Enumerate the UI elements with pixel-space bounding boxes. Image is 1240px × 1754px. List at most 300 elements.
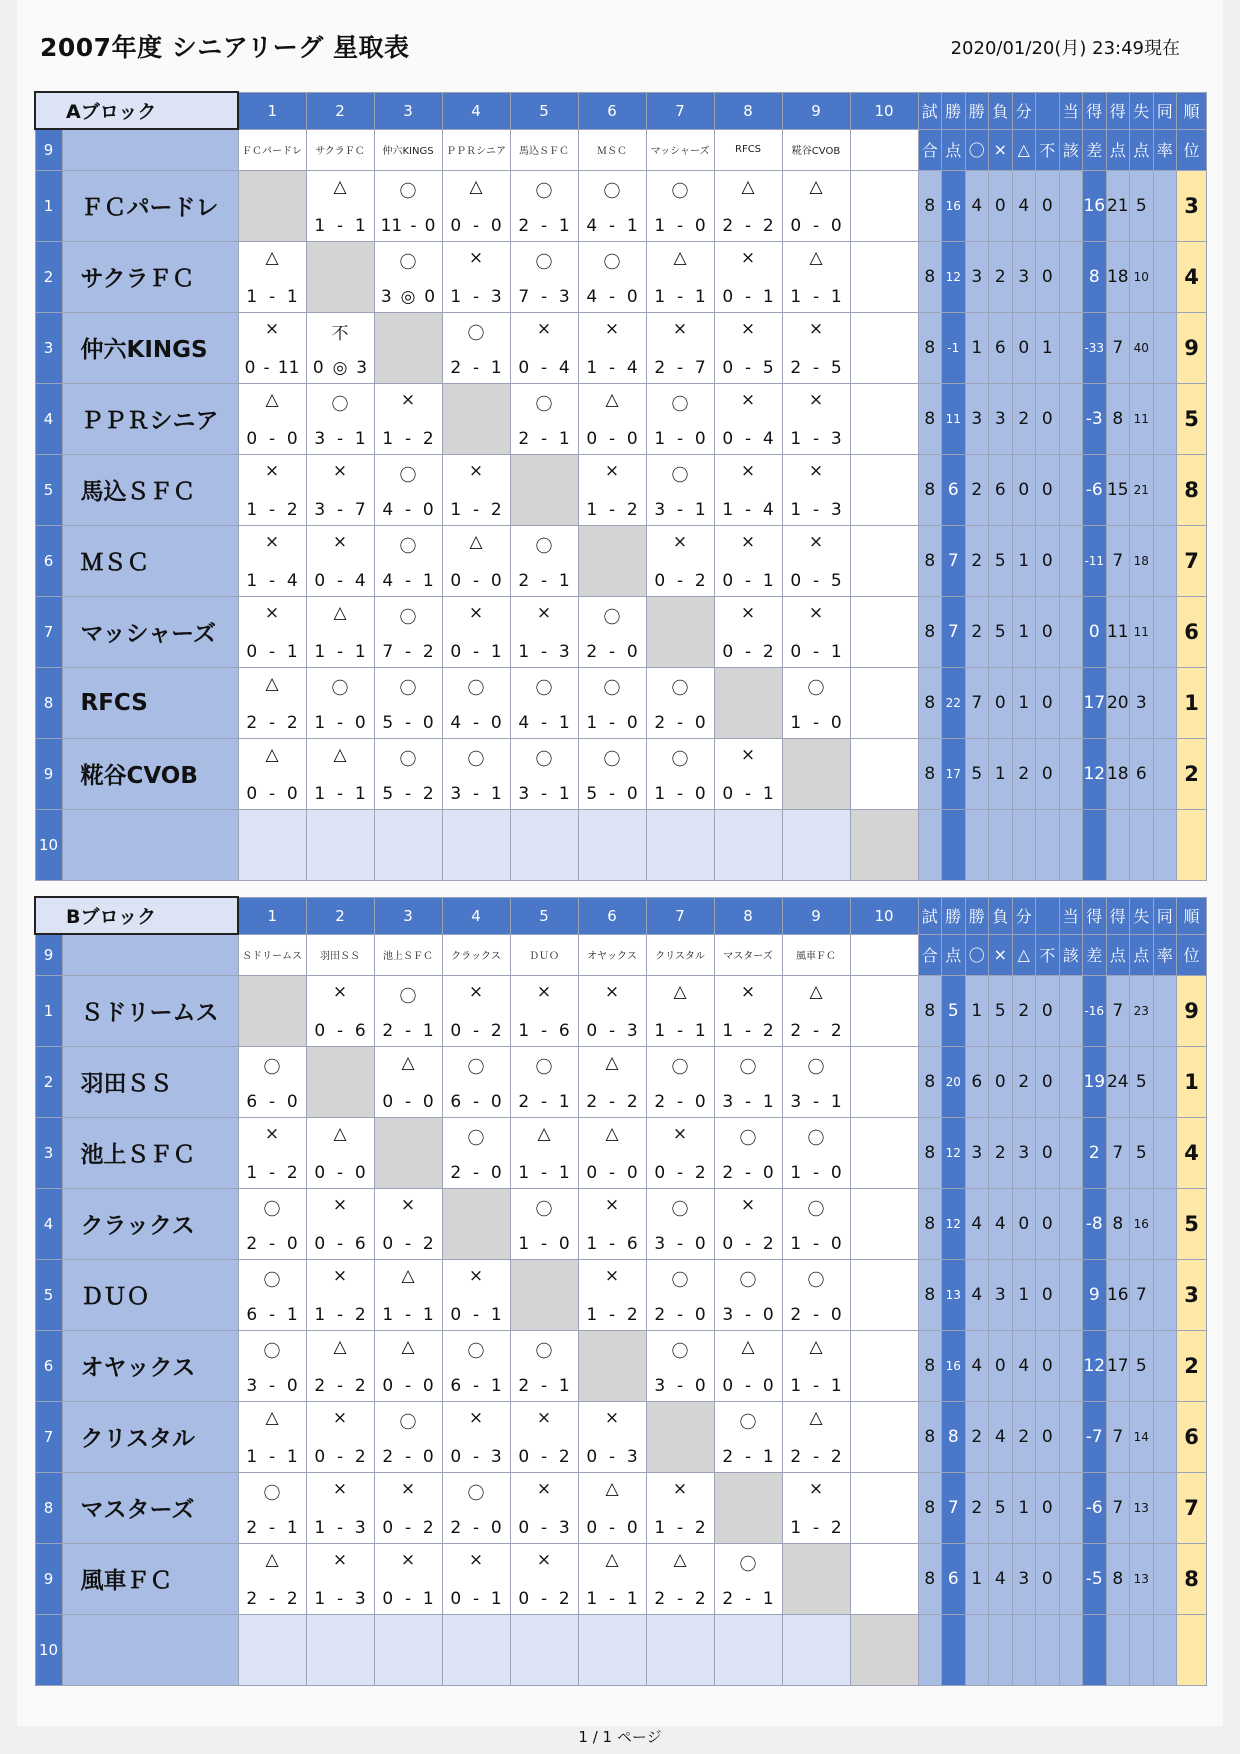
score-part: 2 [422,428,434,449]
result-mark: 〇 [467,749,485,770]
score-part: 4 [762,499,774,520]
match-result-cell [850,383,918,454]
score-part: 1 [422,1020,434,1041]
team-stat: 0 [1036,738,1060,809]
score-part: 1 [830,286,842,307]
score-part: - [263,357,270,378]
score-part: 2 [246,1517,258,1538]
score-part: 3 [354,1588,366,1609]
result-mark: △ [809,247,823,268]
team-stat: 7 [1106,1117,1130,1188]
score-part: - [608,1446,616,1467]
team-stat: 5 [1130,1330,1154,1401]
match-score [239,1163,306,1183]
match-score [647,216,714,236]
column-number: 9 [782,92,850,129]
score-part: 0 [286,783,298,804]
result-mark: 〇 [671,394,689,415]
team-stat: 1 [965,312,989,383]
match-result-cell [850,1188,918,1259]
self-match-cell [374,312,442,383]
result-mark: × [264,1123,280,1144]
match-score [783,1234,850,1254]
score-part: - [608,1162,616,1183]
score-part: 1 [354,215,366,236]
match-result-cell [374,454,442,525]
match-score [239,287,306,307]
empty-cell [306,809,374,880]
score-part: 0 [558,1233,570,1254]
score-part: 0 [830,215,842,236]
score-part: 1 [422,570,434,591]
team-stat: 0 [1036,1472,1060,1543]
row-number: 8 [35,1472,62,1543]
team-stat: 1 [1012,1259,1036,1330]
score-part: 1 [286,1304,298,1325]
score-part: 3 [558,641,570,662]
score-part: 1 [694,286,706,307]
score-part: - [472,1091,480,1112]
score-part: 5 [762,357,774,378]
match-score [443,1589,510,1609]
team-stat: 8 [918,454,942,525]
score-part: 0 [450,1304,462,1325]
match-result-cell [374,1472,442,1543]
stat-label-bottom: 〇 [965,129,989,170]
score-part: 0 [694,1091,706,1112]
empty-cell [646,1614,714,1685]
score-part: - [540,1091,548,1112]
result-mark: △ [673,981,687,1002]
team-stat: 1 [1177,667,1207,738]
match-result-cell [510,170,578,241]
team-name: Ｓドリームス [62,975,238,1046]
score-part: - [676,499,684,520]
match-result-cell [782,170,850,241]
empty-stat [1012,1614,1036,1685]
match-score [715,1447,782,1467]
match-result-cell [578,383,646,454]
score-part: 0 [422,1091,434,1112]
match-result-cell [374,1188,442,1259]
team-stat: 4 [989,1188,1013,1259]
result-mark: × [468,1407,484,1428]
team-stat: 6 [1177,1401,1207,1472]
match-result-cell [442,596,510,667]
stat-label-bottom: 不 [1036,934,1060,975]
result-mark: △ [673,1549,687,1570]
score-part: 0 [694,783,706,804]
team-stat: 1 [965,975,989,1046]
team-stat [1059,454,1083,525]
result-mark: 〇 [399,1412,417,1433]
team-row [35,312,1207,383]
match-score [375,784,442,804]
score-part: 2 [286,1162,298,1183]
match-score [715,287,782,307]
result-mark: × [740,460,756,481]
match-score [579,1447,646,1467]
score-part: 3 [314,499,326,520]
score-part: - [608,428,616,449]
score-part: - [812,641,820,662]
score-part: 0 [626,641,638,662]
team-stat: 0 [1083,596,1107,667]
match-result-cell [374,241,442,312]
result-mark: 〇 [671,181,689,202]
match-score [307,1021,374,1041]
score-part: 7 [694,357,706,378]
stat-label-bottom: 合 [918,129,942,170]
match-result-cell [578,596,646,667]
score-part: 1 [722,1020,734,1041]
match-score [647,358,714,378]
score-part: 2 [694,1162,706,1183]
score-part: - [744,1020,752,1041]
match-score [783,1376,850,1396]
match-result-cell [442,1472,510,1543]
score-part: 2 [626,1304,638,1325]
match-result-cell [238,312,306,383]
score-part: - [540,1517,548,1538]
score-part: 1 [314,783,326,804]
score-part: 0 [654,1162,666,1183]
match-result-cell [510,975,578,1046]
score-part: - [812,570,820,591]
score-part: 0 [626,1162,638,1183]
team-stat [1153,383,1177,454]
match-score [307,784,374,804]
match-result-cell [510,383,578,454]
team-stat [1153,596,1177,667]
result-mark: 〇 [739,1128,757,1149]
opponent-name [850,129,918,170]
match-result-cell [714,975,782,1046]
match-result-cell [374,1330,442,1401]
match-score [375,1092,442,1112]
score-part: 1 [450,286,462,307]
result-mark: × [332,1478,348,1499]
match-score [443,1092,510,1112]
team-stat [1059,1330,1083,1401]
self-match-cell [510,1259,578,1330]
team-stat: -7 [1083,1401,1107,1472]
result-mark: × [672,531,688,552]
team-stat: 6 [942,1543,966,1614]
score-part: 0 [762,1162,774,1183]
result-mark: × [672,1478,688,1499]
opponent-name: RFCS [714,129,782,170]
match-result-cell [306,738,374,809]
match-result-cell [714,1543,782,1614]
score-part: 1 [314,1517,326,1538]
result-mark: × [808,531,824,552]
score-part: 0 [314,1020,326,1041]
score-part: 6 [354,1233,366,1254]
team-stat: 0 [1012,1188,1036,1259]
score-part: 2 [450,357,462,378]
score-part: 1 [790,1162,802,1183]
team-stat: 14 [1130,1401,1154,1472]
score-part: 1 [558,1162,570,1183]
match-score [715,1234,782,1254]
score-part: 0 [450,1020,462,1041]
team-row [35,525,1207,596]
match-score [375,571,442,591]
score-part: 1 [518,1020,530,1041]
stat-label-top: 試 [918,897,942,934]
score-part: 0 [422,1446,434,1467]
score-part: 2 [654,712,666,733]
result-mark: × [332,1265,348,1286]
match-score [307,1163,374,1183]
stat-label-bottom: 率 [1153,129,1177,170]
team-stat: 1 [1012,1472,1036,1543]
team-stat: 2 [965,596,989,667]
empty-cell [238,809,306,880]
stat-label-top: 同 [1153,92,1177,129]
score-part: 0 [586,428,598,449]
empty-stat [1083,809,1107,880]
result-mark: × [604,1265,620,1286]
score-part: 1 [518,641,530,662]
team-row [35,1472,1207,1543]
stat-label-top [1036,897,1060,934]
team-stat: 7 [942,1472,966,1543]
team-name: RFCS [62,667,238,738]
column-number: 7 [646,897,714,934]
row-number: 5 [35,1259,62,1330]
result-mark: × [672,318,688,339]
opponent-name: 馬込ＳＦＣ [510,129,578,170]
match-result-cell [646,312,714,383]
row-number: 5 [35,454,62,525]
team-stat: 2 [1012,1401,1036,1472]
score-part: - [812,1517,820,1538]
score-part: - [540,1020,548,1041]
score-part: 7 [518,286,530,307]
match-result-cell [442,1046,510,1117]
score-part: - [404,1375,412,1396]
result-mark: 〇 [467,1128,485,1149]
score-part: - [268,1375,276,1396]
score-part: 0 [830,712,842,733]
score-part: - [268,712,276,733]
empty-stat [1130,1614,1154,1685]
score-part: - [336,1517,344,1538]
score-part: - [676,428,684,449]
team-row [35,383,1207,454]
score-part: - [540,1162,548,1183]
opponent-name: ＦＣパードレ [238,129,306,170]
match-result-cell [510,312,578,383]
score-part: ◎ [400,286,416,307]
score-part: 2 [762,1020,774,1041]
team-stat [1153,525,1177,596]
match-result-cell [510,1543,578,1614]
block-name: Bブロック [35,897,238,934]
result-mark: × [400,1478,416,1499]
match-score [511,1021,578,1041]
match-result-cell [306,1401,374,1472]
match-score [307,358,374,378]
result-mark: 〇 [671,678,689,699]
team-stat: 16 [942,170,966,241]
score-part: 0 [312,357,324,378]
team-stat [1153,241,1177,312]
opponent-name: クラックス [442,934,510,975]
match-result-cell [646,1188,714,1259]
team-row [35,1046,1207,1117]
empty-stat [989,809,1013,880]
score-part: - [744,357,752,378]
opponent-name: Ｓドリームス [238,934,306,975]
score-part: 0 [722,783,734,804]
stat-label-bottom: 点 [1106,129,1130,170]
team-stat: 8 [918,596,942,667]
team-stat: 0 [1036,454,1060,525]
match-score [579,713,646,733]
result-mark: 〇 [739,1412,757,1433]
match-score [307,642,374,662]
team-stat [1059,1543,1083,1614]
match-score [307,1234,374,1254]
empty-stat [918,809,942,880]
team-stat: 0 [1012,312,1036,383]
score-part: 1 [286,1446,298,1467]
score-part: 2 [762,1233,774,1254]
score-part: 0 [722,286,734,307]
score-part: 1 [830,641,842,662]
stat-label-top: 負 [989,897,1013,934]
team-row [35,454,1207,525]
score-part: - [472,783,480,804]
result-mark: × [400,1549,416,1570]
result-mark: × [604,318,620,339]
score-part: 2 [422,783,434,804]
match-result-cell [306,383,374,454]
score-part: 0 [694,428,706,449]
match-result-cell [646,241,714,312]
match-result-cell [238,667,306,738]
team-row [35,170,1207,241]
score-part: - [812,1091,820,1112]
match-result-cell [646,1543,714,1614]
match-score [307,1518,374,1538]
team-stat: 4 [1177,241,1207,312]
team-stat [1059,1046,1083,1117]
match-score [511,1518,578,1538]
opponent-name: マッシャーズ [646,129,714,170]
score-part: 11 [277,357,300,378]
team-stat: 17 [942,738,966,809]
result-mark: 〇 [603,749,621,770]
result-mark: 〇 [807,1057,825,1078]
score-part: - [540,570,548,591]
match-result-cell [850,1401,918,1472]
score-part: 2 [654,1091,666,1112]
team-stat [1059,1472,1083,1543]
score-part: - [472,215,480,236]
score-part: 3 [654,1233,666,1254]
stat-label-top: 勝 [965,92,989,129]
result-mark: × [604,460,620,481]
empty-stat [1083,1614,1107,1685]
score-part: - [812,357,820,378]
match-score [443,287,510,307]
score-part: 1 [654,783,666,804]
score-part: - [336,1375,344,1396]
match-score [307,1305,374,1325]
result-mark: 〇 [671,1270,689,1291]
match-result-cell [442,975,510,1046]
stat-label-top: 同 [1153,897,1177,934]
match-score [443,1305,510,1325]
self-match-cell [646,596,714,667]
score-part: - [744,1588,752,1609]
match-score [511,713,578,733]
team-name: 風車ＦＣ [62,1543,238,1614]
match-result-cell [850,596,918,667]
team-stat: 12 [942,1188,966,1259]
team-row [35,975,1207,1046]
match-score [239,1305,306,1325]
score-part: 2 [654,1588,666,1609]
score-part: 1 [830,1091,842,1112]
empty-stat [1130,809,1154,880]
match-result-cell [306,1543,374,1614]
score-part: 1 [490,357,502,378]
row-number: 3 [35,312,62,383]
result-mark: △ [469,531,483,552]
score-part: 1 [558,1091,570,1112]
score-part: 0 [490,570,502,591]
team-stat: 17 [1106,1330,1130,1401]
score-part: 1 [790,1233,802,1254]
score-part: - [812,1446,820,1467]
column-number: 5 [510,897,578,934]
score-part: 4 [286,570,298,591]
score-part: 0 [518,1588,530,1609]
score-part: - [812,1020,820,1041]
stat-label-bottom: 合 [918,934,942,975]
score-part: - [268,641,276,662]
team-stat: 8 [1106,383,1130,454]
team-stat: 18 [1106,738,1130,809]
score-part: 2 [490,499,502,520]
score-part: - [812,428,820,449]
result-mark: × [808,602,824,623]
match-result-cell [442,312,510,383]
score-part: 2 [790,1446,802,1467]
score-part: 2 [286,712,298,733]
match-result-cell [238,1117,306,1188]
score-part: 1 [246,1162,258,1183]
score-part: - [336,215,344,236]
score-part: 2 [518,1375,530,1396]
column-number: 6 [578,92,646,129]
team-stat: 3 [965,241,989,312]
blank-header [62,129,238,170]
score-part: 0 [314,1162,326,1183]
match-result-cell [442,1259,510,1330]
score-part: 2 [518,570,530,591]
match-score [647,713,714,733]
team-stat [1153,1543,1177,1614]
score-part: 7 [382,641,394,662]
empty-stat [1059,1614,1083,1685]
result-mark: × [740,981,756,1002]
